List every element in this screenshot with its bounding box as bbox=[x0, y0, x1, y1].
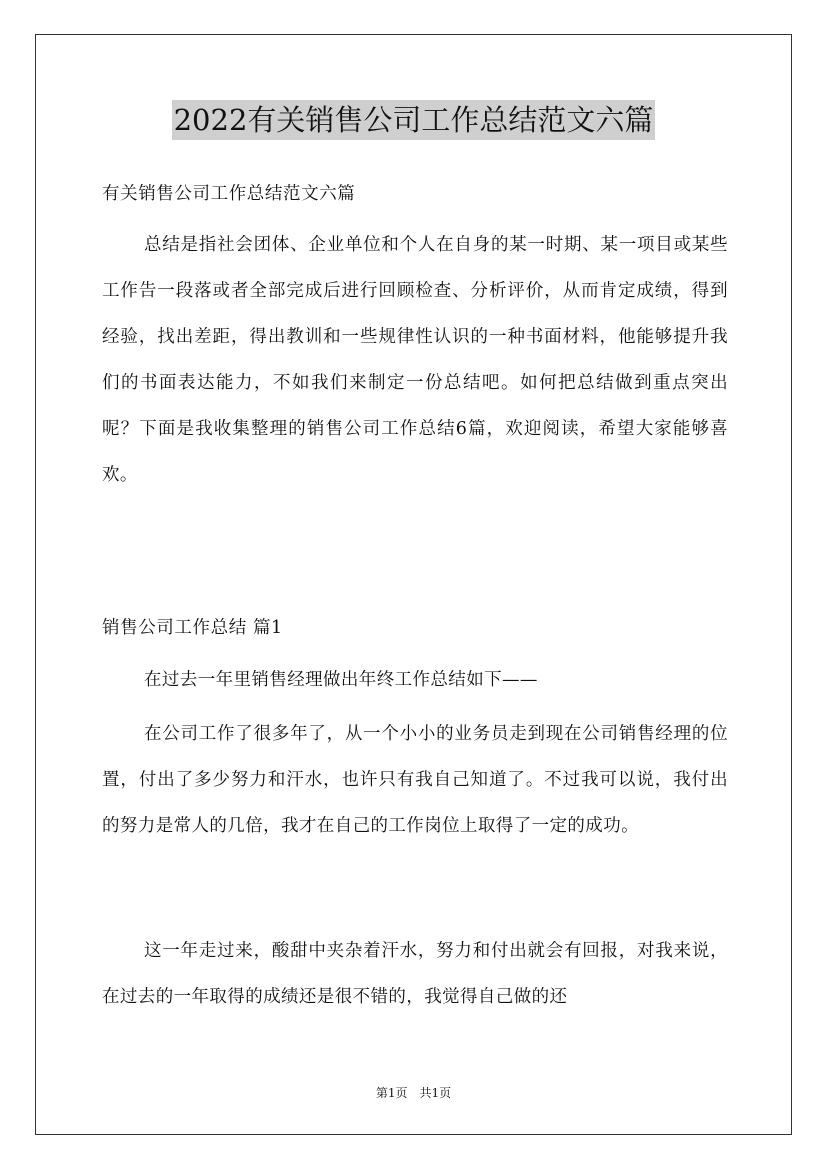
section-heading: 销售公司工作总结 篇1 bbox=[102, 618, 283, 638]
title-container bbox=[0, 100, 827, 140]
document-title: 2022有关销售公司工作总结范文六篇 bbox=[172, 100, 656, 140]
body-paragraph-3: 这一年走过来，酸甜中夹杂着汗水，努力和付出就会有回报，对我来说，在过去的一年取得的成绩还是很不错的，我觉得自己做的还 bbox=[102, 941, 728, 1007]
body-paragraph-1: 在过去一年里销售经理做出年终工作总结如下—— bbox=[144, 670, 538, 690]
page-footer: 第1页 共1页 bbox=[375, 1086, 452, 1100]
intro-paragraph: 总结是指社会团体、企业单位和个人在自身的某一时期、某一项目或某些工作告一段落或者全部完成后进行回顾检查、分析评价，从而肯定成绩，得到经验，找出差距，得出教训和一些规律性认识的一种书面材料，他能够提升我们的书面表达能力，不如我们来制定一份总结吧。如何把总结做到重点突出呢？下面是我收集整理的销售公司工作总结6篇，欢迎阅读，希望大家能够喜欢。 bbox=[102, 235, 728, 485]
document-subtitle: 有关销售公司工作总结范文六篇 bbox=[102, 184, 356, 204]
body-paragraph-2: 在公司工作了很多年了，从一个小小的业务员走到现在公司销售经理的位置，付出了多少努力和汗水，也许只有我自己知道了。不过我可以说，我付出的努力是常人的几倍，我才在自己的工作岗位上取得了一定的成功。 bbox=[102, 724, 728, 836]
